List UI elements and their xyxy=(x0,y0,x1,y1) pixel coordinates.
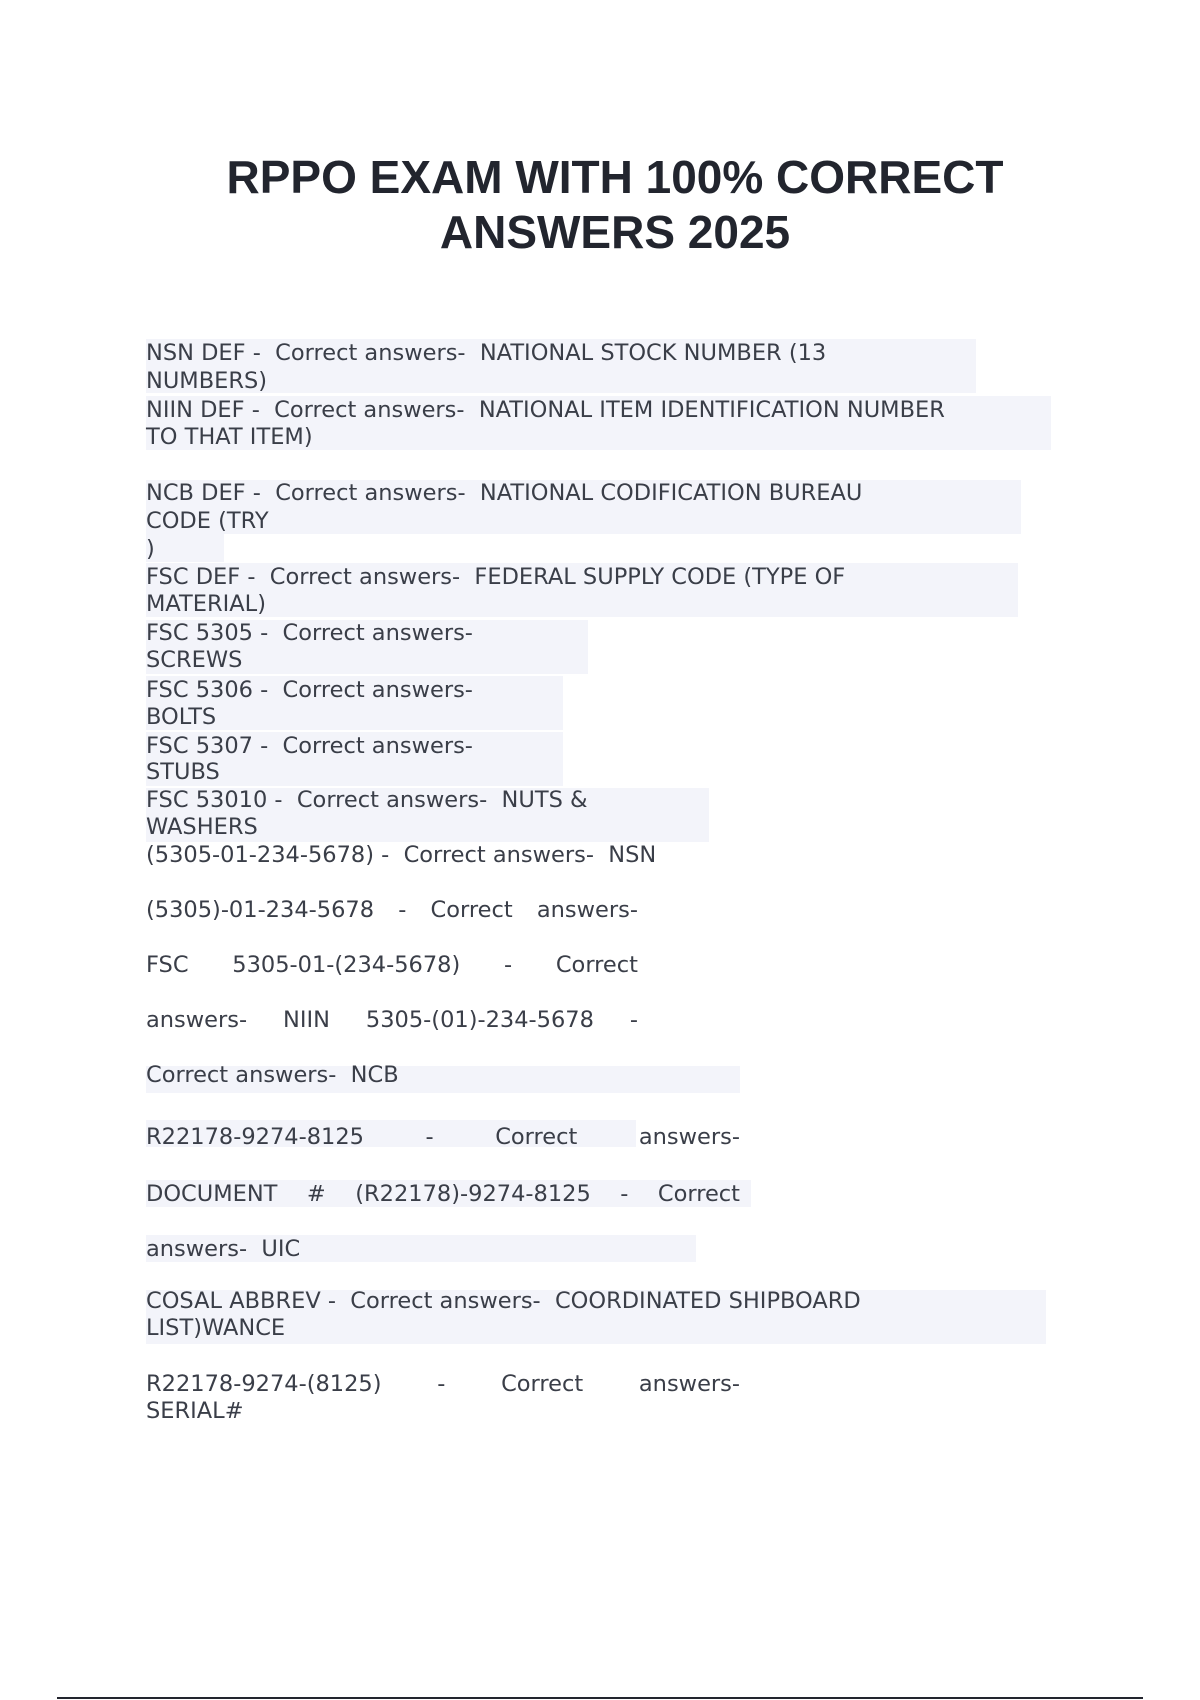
text-segment: - xyxy=(398,897,407,923)
entry-fsc-def-cont: MATERIAL) xyxy=(146,591,266,617)
text-segment: - xyxy=(620,1181,629,1207)
entry-fsc-53010: FSC 53010 - Correct answers- NUTS & xyxy=(146,787,588,813)
text-segment: - xyxy=(437,1371,446,1397)
entry-ncb-answer: Correct answers- NCB xyxy=(146,1062,399,1088)
entry-fsc-example xyxy=(146,897,638,924)
text-segment: answers- xyxy=(536,897,638,923)
text-segment: 5305-01-(234-5678) xyxy=(232,952,461,978)
entry-fsc-def: FSC DEF - Correct answers- FEDERAL SUPPLY CODE (TYPE OF xyxy=(146,564,846,590)
text-segment: Correct xyxy=(495,1124,578,1150)
text-segment: R22178-9274-(8125) xyxy=(146,1371,382,1397)
entry-nsn-example: (5305-01-234-5678) - Correct answers- NSN xyxy=(146,842,657,868)
entry-nsn-def: NSN DEF - Correct answers- NATIONAL STOCK NUMBER (13 xyxy=(146,340,827,366)
entry-uic-example xyxy=(146,1181,740,1208)
entry-document-example xyxy=(146,1124,740,1151)
entry-nsn-def-cont: NUMBERS) xyxy=(146,368,268,394)
entry-fsc-53010-answer: WASHERS xyxy=(146,814,258,840)
entry-niin-def-cont: TO THAT ITEM) xyxy=(146,424,313,450)
text-segment: Correct xyxy=(555,952,638,978)
highlight-band xyxy=(146,534,224,562)
entry-niin-example xyxy=(146,952,638,979)
text-segment: - xyxy=(425,1124,434,1150)
text-segment: answers- xyxy=(638,1371,740,1397)
entry-fsc-5307: FSC 5307 - Correct answers- xyxy=(146,733,473,759)
document-title xyxy=(150,150,1080,260)
title-line-2: ANSWERS 2025 xyxy=(439,206,791,258)
entry-ncb-def-close: ) xyxy=(146,536,155,562)
text-segment: Correct xyxy=(430,897,513,923)
text-segment: (R22178)-9274-8125 xyxy=(355,1181,591,1207)
entry-cosal-abbrev-cont: LIST)WANCE xyxy=(146,1315,286,1341)
entry-ncb-def-cont: CODE (TRY xyxy=(146,508,269,534)
text-segment: (5305)-01-234-5678 xyxy=(146,897,375,923)
entry-fsc-5306-answer: BOLTS xyxy=(146,704,217,730)
text-segment: Correct xyxy=(501,1371,584,1397)
entry-serial-example xyxy=(146,1371,740,1398)
entry-niin-answer xyxy=(146,1007,638,1034)
entry-uic-answer: answers- UIC xyxy=(146,1236,301,1262)
text-segment: answers- xyxy=(638,1124,740,1150)
text-segment: 5305-(01)-234-5678 xyxy=(365,1007,594,1033)
entry-cosal-abbrev: COSAL ABBREV - Correct answers- COORDINATED SHIPBOARD xyxy=(146,1288,861,1314)
entry-fsc-5306: FSC 5306 - Correct answers- xyxy=(146,677,473,703)
text-segment: # xyxy=(306,1181,326,1207)
entry-fsc-5305: FSC 5305 - Correct answers- xyxy=(146,620,473,646)
entry-ncb-def: NCB DEF - Correct answers- NATIONAL CODIFICATION BUREAU xyxy=(146,480,863,506)
entry-fsc-5307-answer: STUBS xyxy=(146,759,220,785)
entry-fsc-5305-answer: SCREWS xyxy=(146,647,243,673)
text-segment: DOCUMENT xyxy=(146,1181,278,1207)
text-segment: - xyxy=(629,1007,638,1033)
entry-niin-def: NIIN DEF - Correct answers- NATIONAL ITEM IDENTIFICATION NUMBER xyxy=(146,397,945,423)
text-segment: - xyxy=(504,952,513,978)
text-segment: NIIN xyxy=(283,1007,330,1033)
entry-serial-answer: SERIAL# xyxy=(146,1398,244,1424)
text-segment: R22178-9274-8125 xyxy=(146,1124,364,1150)
text-segment: answers- xyxy=(146,1007,248,1033)
footer-divider xyxy=(57,1697,1143,1699)
text-segment: Correct xyxy=(657,1181,740,1207)
title-line-1: RPPO EXAM WITH 100% CORRECT xyxy=(226,151,1004,203)
text-segment: FSC xyxy=(146,952,189,978)
